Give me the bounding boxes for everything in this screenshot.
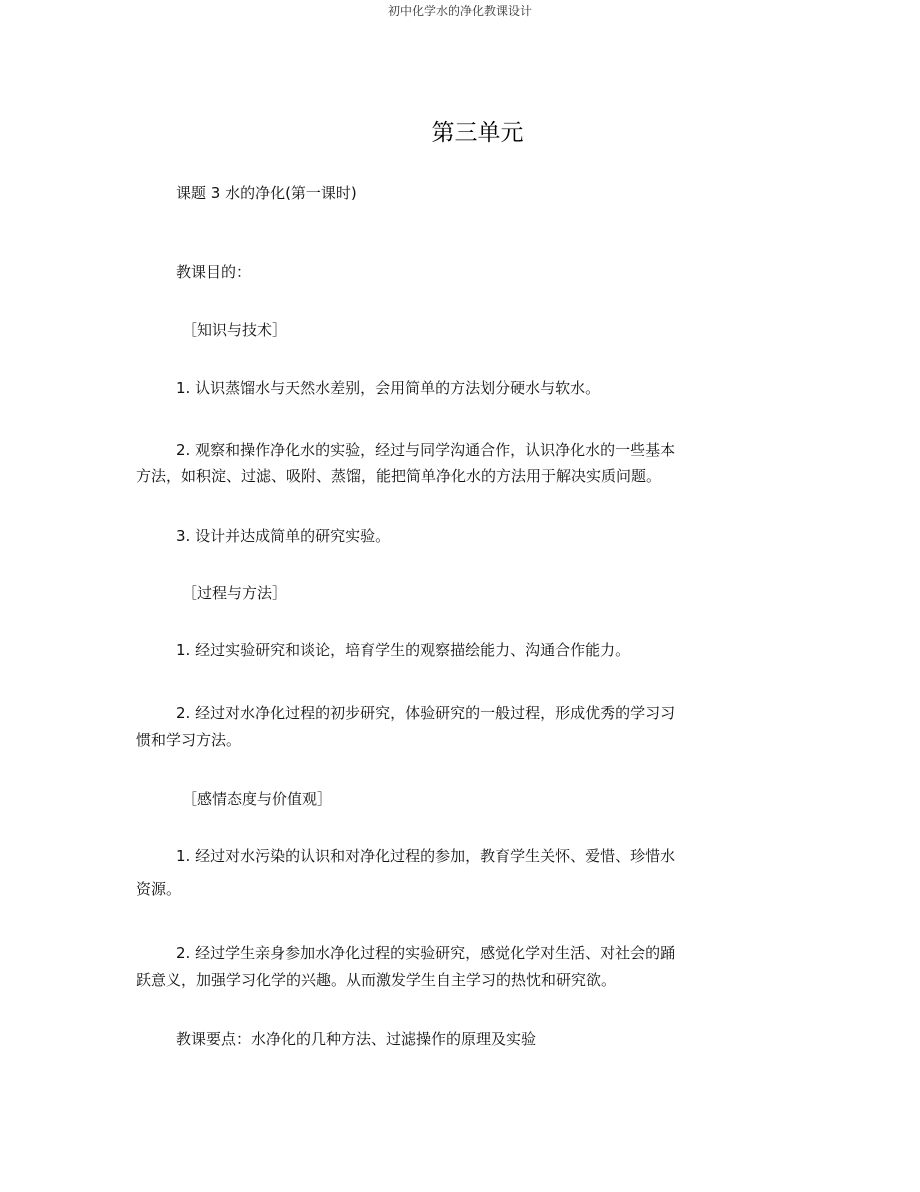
knowledge-item-2-line-1: 2. 观察和操作净化水的实验，经过与同学沟通合作，认识净化水的一些基本 xyxy=(176,441,676,459)
process-heading: ［过程与方法］ xyxy=(182,584,288,602)
key-points: 教课要点：水净化的几种方法、过滤操作的原理及实验 xyxy=(176,1030,537,1048)
emotion-item-1-line-1: 1. 经过对水污染的认识和对净化过程的参加，教育学生关怀、爱惜、珍惜水 xyxy=(176,847,676,865)
knowledge-item-3: 3. 设计并达成简单的研究实验。 xyxy=(176,527,391,545)
process-item-1: 1. 经过实验研究和谈论，培育学生的观察描绘能力、沟通合作能力。 xyxy=(176,641,631,659)
knowledge-heading: ［知识与技术］ xyxy=(182,321,288,339)
emotion-item-1-line-2: 资源。 xyxy=(136,880,182,898)
emotion-heading: ［感情态度与价值观］ xyxy=(182,790,333,808)
knowledge-item-1: 1. 认识蒸馏水与天然水差别，会用简单的方法划分硬水与软水。 xyxy=(176,379,601,397)
emotion-item-2-line-1: 2. 经过学生亲身参加水净化过程的实验研究，感觉化学对生活、对社会的踊 xyxy=(176,944,676,962)
lesson-title: 课题 3 水的净化(第一课时) xyxy=(176,184,357,202)
knowledge-item-2-line-2: 方法，如积淀、过滤、吸附、蒸馏，能把简单净化水的方法用于解决实质问题。 xyxy=(136,467,662,485)
unit-title: 第三单元 xyxy=(431,120,524,146)
objectives-heading: 教课目的： xyxy=(176,263,252,281)
running-header: 初中化学水的净化教课设计 xyxy=(387,4,532,18)
process-item-2-line-2: 惯和学习方法。 xyxy=(136,731,242,749)
process-item-2-line-1: 2. 经过对水净化过程的初步研究，体验研究的一般过程，形成优秀的学习习 xyxy=(176,704,676,722)
emotion-item-2-line-2: 跃意义，加强学习化学的兴趣。从而激发学生自主学习的热忱和研究欲。 xyxy=(136,971,617,989)
